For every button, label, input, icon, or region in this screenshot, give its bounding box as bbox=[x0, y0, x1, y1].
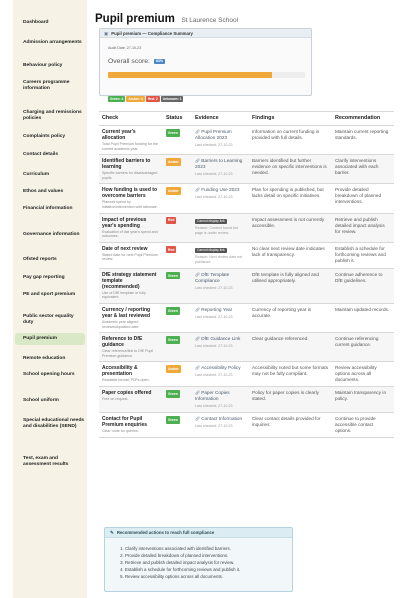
recommendation-cell: Maintain updated records. bbox=[332, 303, 394, 332]
legend-badge: Amber: 4 bbox=[128, 97, 143, 101]
evidence-cell bbox=[192, 362, 249, 387]
check-cell bbox=[99, 213, 163, 242]
evidence-cell bbox=[192, 268, 249, 303]
check-cell bbox=[99, 303, 163, 332]
score-progress-bar bbox=[108, 72, 305, 78]
sidebar-item[interactable]: Ofsted reports bbox=[23, 257, 57, 262]
check-title: DfE strategy statement template (recommended) bbox=[102, 271, 157, 290]
link-icon: 🔗︎ bbox=[195, 365, 202, 371]
sidebar-item[interactable]: Pay gap reporting bbox=[23, 275, 65, 280]
link-icon: 🔗︎ bbox=[195, 416, 202, 422]
status-badge: Green bbox=[168, 130, 178, 135]
check-description: Stated date for next Pupil Premium review. bbox=[102, 252, 158, 262]
recommendations-card bbox=[104, 527, 293, 592]
sidebar-item[interactable]: Governance information bbox=[23, 232, 80, 237]
recommendations-list bbox=[119, 545, 289, 580]
evidence-cell bbox=[192, 242, 249, 268]
sidebar-item[interactable]: Public sector equality duty bbox=[23, 314, 74, 325]
evidence-date: Last checked: 27-10-23 bbox=[195, 143, 233, 147]
evidence-cell bbox=[192, 333, 249, 362]
sidebar-item[interactable]: Financial information bbox=[23, 206, 73, 211]
evidence-link[interactable] bbox=[195, 158, 246, 170]
check-description: Academic year aligned reviewed/updated date. bbox=[102, 319, 140, 329]
findings-cell: No clear next review date indicates lack of transparency. bbox=[249, 242, 332, 268]
check-title: Impact of previous year's spending bbox=[102, 216, 147, 229]
sidebar-item[interactable]: School uniform bbox=[23, 398, 59, 403]
main-content bbox=[95, 0, 395, 598]
evidence-link[interactable] bbox=[195, 129, 246, 141]
recommendation-cell: Continue referencing current guidance. bbox=[332, 333, 394, 362]
recommendation-cell: Establish a schedule for forthcoming reviews and publish it. bbox=[332, 242, 394, 268]
check-cell bbox=[99, 126, 163, 155]
link-icon: 🔗︎ bbox=[195, 129, 202, 134]
sidebar-item[interactable]: Remote education bbox=[23, 356, 66, 361]
link-icon: 🔗︎ bbox=[195, 336, 202, 342]
sidebar-item[interactable]: Test, exam and assessment results bbox=[23, 456, 69, 467]
evidence-cell bbox=[192, 387, 249, 413]
evidence-date: Last checked: 27-10-23 bbox=[195, 195, 233, 200]
evidence-unavailable bbox=[195, 219, 246, 224]
page-title-text: Pupil premium bbox=[95, 13, 175, 25]
evidence-link[interactable] bbox=[195, 365, 246, 371]
recommendation-item: 2. Provide detailed breakdown of planned interventions. bbox=[125, 552, 289, 559]
status-cell bbox=[163, 242, 192, 268]
sidebar-item[interactable]: Careers programme information bbox=[23, 80, 70, 91]
overall-score bbox=[108, 58, 165, 65]
cannot-display-link-badge: Cannot display link bbox=[197, 247, 225, 252]
evidence-unavailable bbox=[195, 248, 246, 253]
evidence-link[interactable] bbox=[195, 307, 246, 313]
pencil-icon: ✎ bbox=[110, 530, 114, 535]
table-row bbox=[99, 242, 394, 268]
check-description: Clear route for queries. bbox=[102, 429, 139, 434]
check-description: Use of DfE template or fully equivalent. bbox=[102, 290, 146, 300]
table-header-row bbox=[99, 112, 394, 126]
check-cell bbox=[99, 333, 163, 362]
table-row bbox=[99, 303, 394, 332]
col-header-recommendation: Recommendation bbox=[332, 112, 394, 126]
evidence-link-text: DfE Guidance Link bbox=[201, 336, 241, 342]
evidence-link[interactable] bbox=[195, 272, 246, 284]
status-badge: Green bbox=[168, 337, 178, 342]
status-badge: Amber bbox=[168, 367, 179, 372]
status-legend bbox=[108, 87, 184, 105]
findings-cell: Impact assessment is not currently accessible. bbox=[249, 213, 332, 242]
recommendation-cell: Continue adherence to DfE guidelines. bbox=[332, 268, 394, 303]
status-cell bbox=[163, 126, 192, 155]
check-cell bbox=[99, 387, 163, 413]
evidence-date: Last checked: 27-10-23 bbox=[195, 285, 233, 290]
sidebar-item[interactable]: Curriculum bbox=[23, 172, 50, 177]
legend-badge: Red: 2 bbox=[147, 97, 158, 101]
link-icon: 🔗︎ bbox=[195, 187, 202, 193]
table-body bbox=[99, 126, 394, 438]
sidebar-item[interactable]: Special educational needs and disabilities (SEND) bbox=[23, 418, 85, 429]
status-badge: Red bbox=[168, 247, 175, 252]
evidence-link-text: Paper Copies Information bbox=[195, 390, 230, 402]
legend-badge: Green: 4 bbox=[110, 97, 124, 101]
score-label: Overall score: bbox=[108, 58, 150, 65]
link-icon: 🔗︎ bbox=[195, 306, 202, 312]
audit-date: Audit Date: 27-10-23 bbox=[108, 46, 142, 50]
findings-cell: Currency of reporting year is accurate. bbox=[249, 303, 332, 332]
table-row bbox=[99, 413, 394, 438]
findings-cell: Clear contact details provided for inquiries. bbox=[249, 413, 332, 438]
recommendation-cell: Maintain transparency in policy. bbox=[332, 387, 394, 413]
table-row bbox=[99, 126, 394, 155]
status-cell bbox=[163, 413, 192, 438]
sidebar-nav bbox=[13, 0, 87, 598]
evidence-link[interactable] bbox=[195, 390, 246, 402]
compliance-summary-card bbox=[99, 28, 312, 101]
score-progress-fill bbox=[108, 72, 272, 78]
recommendation-item: 1. Clarify interventions associated with identified barriers. bbox=[125, 545, 289, 552]
evidence-cell bbox=[192, 213, 249, 242]
sidebar-item[interactable]: Pupil premium bbox=[15, 333, 85, 345]
status-cell bbox=[163, 184, 192, 213]
findings-cell: Policy for paper copies is clearly stated. bbox=[249, 387, 332, 413]
check-title: Currency / reporting year & last reviewed bbox=[102, 306, 151, 319]
check-description: Specific barriers for disadvantaged pupils. bbox=[102, 171, 158, 180]
check-title: Identified barriers to learning bbox=[102, 158, 151, 171]
recommendation-cell: Maintain current reporting standards. bbox=[332, 126, 394, 155]
cannot-display-link-badge: Cannot display link bbox=[197, 218, 225, 223]
check-title: Contact for Pupil Premium enquiries bbox=[102, 416, 148, 429]
sidebar-item[interactable]: Behaviour policy bbox=[23, 63, 63, 68]
evidence-cell bbox=[192, 184, 249, 213]
evidence-link-text: Reporting Year bbox=[201, 306, 233, 312]
link-icon: 🔗︎ bbox=[195, 271, 202, 277]
evidence-link[interactable] bbox=[195, 187, 246, 193]
status-badge: Amber bbox=[168, 189, 179, 194]
findings-cell: Accessibility noted but some formats may not be fully compliant. bbox=[249, 362, 332, 387]
evidence-date: Last checked: 27-10-23 bbox=[195, 344, 233, 349]
check-description: Readable format; PDFs open. bbox=[102, 378, 150, 383]
findings-cell: DfE template is fully aligned and utilised appropriately. bbox=[249, 268, 332, 303]
check-cell bbox=[99, 362, 163, 387]
col-header-check: Check bbox=[99, 112, 163, 126]
compliance-table bbox=[99, 111, 394, 438]
recommendations-header bbox=[105, 528, 292, 538]
status-badge: Green bbox=[168, 418, 178, 423]
findings-cell: Information on current funding is provided with full details. bbox=[249, 126, 332, 155]
sidebar-item[interactable]: Contact details bbox=[23, 152, 59, 157]
check-cell bbox=[99, 268, 163, 303]
check-title: Current year's allocation bbox=[102, 129, 136, 141]
evidence-link-text: Accessibility Policy bbox=[201, 365, 241, 371]
status-cell bbox=[163, 333, 192, 362]
recommendations-heading: Recommended actions to reach full compliance bbox=[116, 530, 215, 535]
clipboard-icon: ▣ bbox=[104, 31, 109, 36]
recommendation-item: 4. Establish a schedule for forthcoming reviews and publish it. bbox=[125, 566, 289, 573]
evidence-link[interactable] bbox=[195, 416, 246, 422]
status-cell bbox=[163, 268, 192, 303]
evidence-date: Last checked: 27-10-23 bbox=[195, 373, 233, 378]
findings-cell: Clear guidance referenced. bbox=[249, 333, 332, 362]
status-cell bbox=[163, 362, 192, 387]
check-description: Planned spend by initiative/intervention with rationale. bbox=[102, 200, 158, 209]
check-cell bbox=[99, 413, 163, 438]
check-title: Reference to DfE guidance bbox=[102, 336, 143, 349]
col-header-evidence: Evidence bbox=[192, 112, 249, 126]
sidebar-item[interactable]: Charging and remissions policies bbox=[23, 110, 82, 121]
col-header-findings: Findings bbox=[249, 112, 332, 126]
link-icon: 🔗︎ bbox=[195, 158, 202, 164]
evidence-link-text: Contact Information bbox=[201, 416, 243, 422]
recommendation-cell: Review accessibility options across all documents. bbox=[332, 362, 394, 387]
evidence-date: Reason: Next review date not published. bbox=[195, 254, 243, 264]
sidebar-item[interactable]: Dashboard bbox=[23, 20, 49, 25]
score-badge: 83% bbox=[155, 59, 164, 63]
evidence-date: Last checked: 27-10-23 bbox=[195, 424, 233, 429]
recommendation-cell: Provide detailed breakdown of planned interventions. bbox=[332, 184, 394, 213]
table-row bbox=[99, 268, 394, 303]
evidence-date: Last checked: 27-10-23 bbox=[195, 314, 233, 319]
table-row bbox=[99, 333, 394, 362]
evidence-link-text: Pupil Premium Allocation 2023 bbox=[195, 129, 232, 140]
school-name: St Laurence School bbox=[181, 17, 239, 24]
sidebar-item[interactable]: Admission arrangements bbox=[23, 40, 82, 45]
status-cell bbox=[163, 213, 192, 242]
check-title: Paper copies offered bbox=[102, 390, 152, 397]
summary-header bbox=[100, 29, 311, 38]
check-cell bbox=[99, 155, 163, 184]
evidence-date: Reason: Content found but page is under review. bbox=[195, 225, 238, 235]
status-badge: Green bbox=[168, 308, 178, 313]
check-description: Evaluation of last year's spend and outcomes. bbox=[102, 229, 158, 239]
check-description: Clear reference/link to DfE Pupil Premium guidance. bbox=[102, 349, 154, 358]
table-row bbox=[99, 155, 394, 184]
evidence-link-text: DfE Template Compliance bbox=[195, 271, 230, 283]
evidence-link-text: Barriers to Learning 2023 bbox=[195, 158, 243, 170]
evidence-link[interactable] bbox=[195, 336, 246, 342]
table-row bbox=[99, 387, 394, 413]
evidence-date: Last checked: 27-10-23 bbox=[195, 172, 233, 177]
evidence-cell bbox=[192, 413, 249, 438]
status-badge: Red bbox=[168, 218, 175, 223]
status-cell bbox=[163, 155, 192, 184]
status-badge: Green bbox=[168, 273, 178, 278]
evidence-cell bbox=[192, 303, 249, 332]
recommendation-item: 5. Review accessibility options across all documents. bbox=[125, 573, 289, 580]
check-title: Date of next review bbox=[102, 245, 148, 252]
findings-cell: Plan for spending is published, but lacks detail on specific initiatives. bbox=[249, 184, 332, 213]
legend-badge: Unknown: 1 bbox=[162, 97, 182, 101]
check-title: Accessibility & presentation bbox=[102, 365, 138, 378]
sidebar-item[interactable]: School opening hours bbox=[23, 372, 75, 377]
evidence-cell bbox=[192, 126, 249, 155]
check-title: How funding is used to overcome barriers bbox=[102, 187, 157, 200]
status-cell bbox=[163, 303, 192, 332]
check-description: Free on request. bbox=[102, 397, 129, 402]
page-title bbox=[95, 9, 238, 27]
evidence-date: Last checked: 27-10-23 bbox=[195, 404, 233, 409]
check-cell bbox=[99, 242, 163, 268]
findings-cell: Barriers identified but further evidence on specific interventions is needed. bbox=[249, 155, 332, 184]
status-cell bbox=[163, 387, 192, 413]
summary-heading: Pupil premium — Compliance Summary bbox=[111, 31, 193, 36]
recommendation-item: 3. Retrieve and publish detailed impact analysis for review. bbox=[125, 559, 289, 566]
sidebar-item[interactable]: PE and sport premium bbox=[23, 292, 76, 297]
table-row bbox=[99, 213, 394, 242]
check-description: Total Pupil Premium funding for the current academic year. bbox=[102, 142, 158, 151]
table-row bbox=[99, 184, 394, 213]
status-badge: Green bbox=[168, 392, 178, 397]
evidence-cell bbox=[192, 155, 249, 184]
col-header-status: Status bbox=[163, 112, 192, 126]
link-icon: 🔗︎ bbox=[195, 390, 202, 396]
status-badge: Amber bbox=[168, 159, 179, 164]
table-row bbox=[99, 362, 394, 387]
check-cell bbox=[99, 184, 163, 213]
evidence-link-text: Funding Use 2023 bbox=[201, 187, 240, 193]
recommendation-cell: Clarify interventions associated with each barrier. bbox=[332, 155, 394, 184]
sidebar-item[interactable]: Complaints policy bbox=[23, 134, 66, 139]
recommendation-cell: Retrieve and publish detailed impact analysis for review. bbox=[332, 213, 394, 242]
recommendation-cell: Continue to provide accessible contact options. bbox=[332, 413, 394, 438]
sidebar-item[interactable]: Ethos and values bbox=[23, 189, 64, 194]
